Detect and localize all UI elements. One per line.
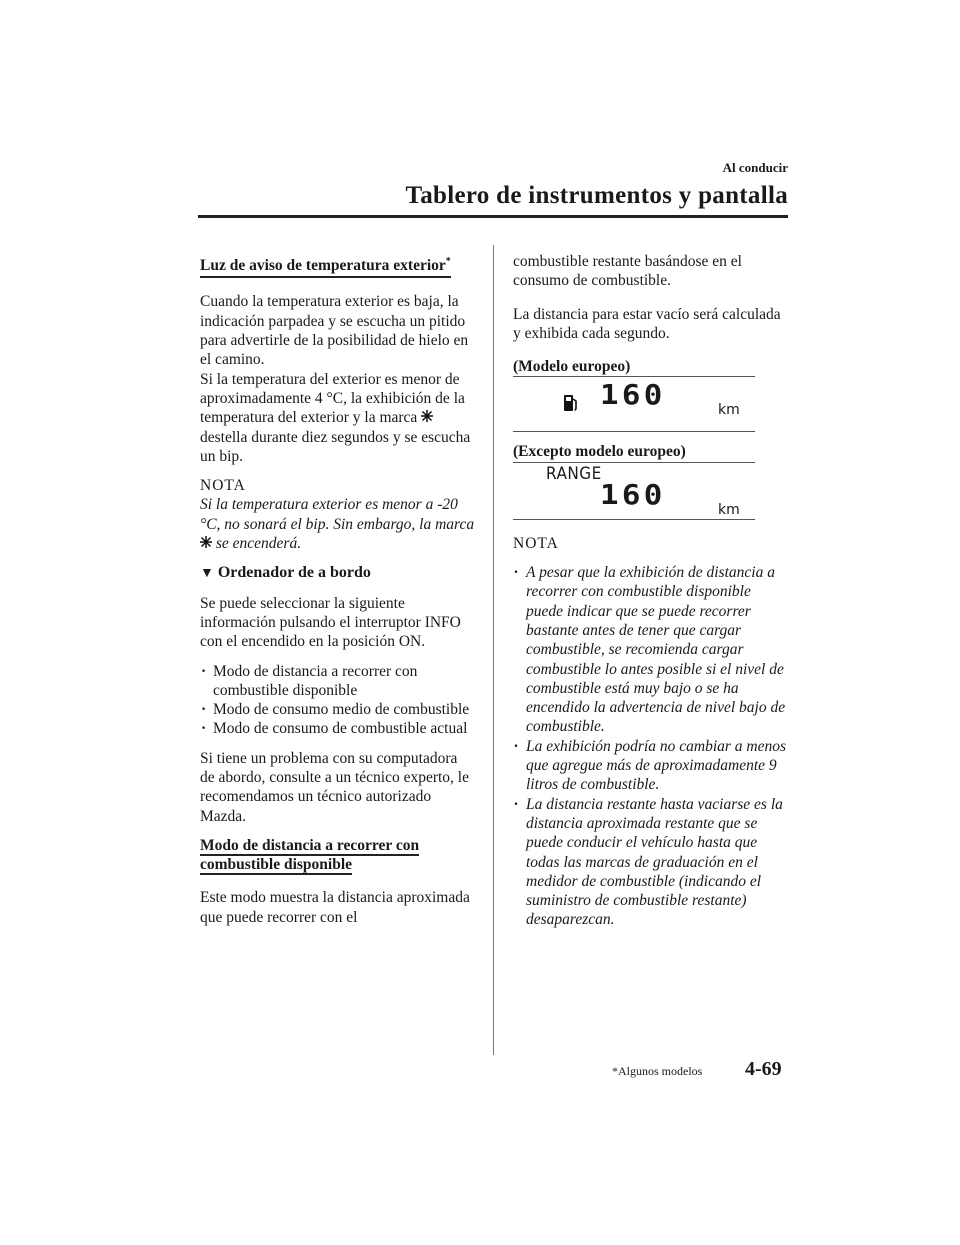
mode-list xyxy=(200,662,475,739)
paragraph: combustible restante basándose en el consumo de combustible. xyxy=(513,253,742,290)
section-heading-text: Ordenador de a bordo xyxy=(217,564,371,582)
some-models-marker: * xyxy=(445,256,451,267)
snowflake-icon xyxy=(200,536,212,548)
nota-label: NOTA xyxy=(513,534,559,552)
model-heading: (Excepto modelo europeo) xyxy=(513,443,686,461)
right-column xyxy=(513,252,791,930)
paragraph: La distancia para estar vacío será calculada y exhibida cada segundo. xyxy=(513,305,781,342)
nota-item: · La exhibición podría no cambiar a menos que agregue más de aproximadamente 9 litros de combustible. xyxy=(513,737,791,795)
paragraph xyxy=(200,370,475,466)
nota-item: · La distancia restante hasta vaciarse es la distancia aproximada restante que se puede conducir el vehículo hasta que todas las marcas de graduación en el medidor de combustible (indicando el suministro de combustible restante) desaparezcan. xyxy=(513,795,791,930)
section-label: Al conducir xyxy=(722,160,788,175)
heading-distance-mode xyxy=(200,836,419,875)
paragraph-text: Si la temperatura del exterior es menor de aproximadamente 4 °C, la exhibición de la temperatura del exterior y la marca xyxy=(200,370,465,427)
nota-item: · A pesar que la exhibición de distancia a recorrer con combustible disponible puede indicar que se puede recorrer bastante antes de tener que cargar combustible, se recomienda cargar combustible lo antes posible si el nivel de combustible está muy bajo o se ha encendido la advertencia de nivel bajo de combustible. xyxy=(513,563,791,737)
column-divider xyxy=(493,245,494,1055)
lcd-value: 160 xyxy=(600,378,666,412)
nota-text-part: Si la temperatura exterior es menor a -20 °C, no sonará el bip. Sin embargo, la marca xyxy=(200,496,475,533)
header-rule xyxy=(198,215,788,218)
display-european xyxy=(513,377,755,432)
nota-text-part: se encenderá. xyxy=(215,535,302,553)
list-item: · Modo de distancia a recorrer con combustible disponible xyxy=(200,662,475,701)
model-heading: (Modelo europeo) xyxy=(513,358,631,376)
nota-text xyxy=(200,495,475,553)
footer-note: *Algunos modelos xyxy=(612,1064,703,1078)
paragraph: Cuando la temperatura exterior es baja, la indicación parpadea y se escucha un pitido para advertirle de la posibilidad de hielo en el camino. xyxy=(200,293,469,369)
lcd-value: 160 xyxy=(600,477,666,511)
heading-exterior-temp xyxy=(200,252,451,278)
display-non-european xyxy=(513,463,755,520)
list-item: · Modo de consumo de combustible actual xyxy=(200,719,475,738)
lcd-range-label: RANGE xyxy=(546,463,602,484)
lcd-unit: km xyxy=(718,501,740,518)
snowflake-icon xyxy=(421,410,433,422)
section-heading xyxy=(200,563,475,583)
page-number: 4-69 xyxy=(745,1058,782,1080)
nota-label: NOTA xyxy=(200,477,246,495)
page-title: Tablero de instrumentos y pantalla xyxy=(405,182,788,209)
paragraph: Este modo muestra la distancia aproximada que puede recorrer con el xyxy=(200,889,470,926)
fuel-pump-icon xyxy=(563,393,579,413)
triangle-bullet-icon: ▼ xyxy=(200,566,214,582)
heading-line: Modo de distancia a recorrer con xyxy=(200,836,420,854)
left-column xyxy=(200,252,475,927)
lcd-unit: km xyxy=(718,402,740,419)
heading-text: Luz de aviso de temperatura exterior xyxy=(200,257,446,275)
heading-line: combustible disponible xyxy=(200,856,353,874)
paragraph: Si tiene un problema con su computadora de abordo, consulte a un técnico experto, le recomendamos un técnico autorizado Mazda. xyxy=(200,749,469,825)
list-item: · Modo de consumo medio de combustible xyxy=(200,700,475,719)
nota-list xyxy=(513,563,791,930)
paragraph-text: destella durante diez segundos y se escucha un bip. xyxy=(200,428,471,465)
paragraph: Se puede seleccionar la siguiente información pulsando el interruptor INFO con el encendido en la posición ON. xyxy=(200,594,461,651)
